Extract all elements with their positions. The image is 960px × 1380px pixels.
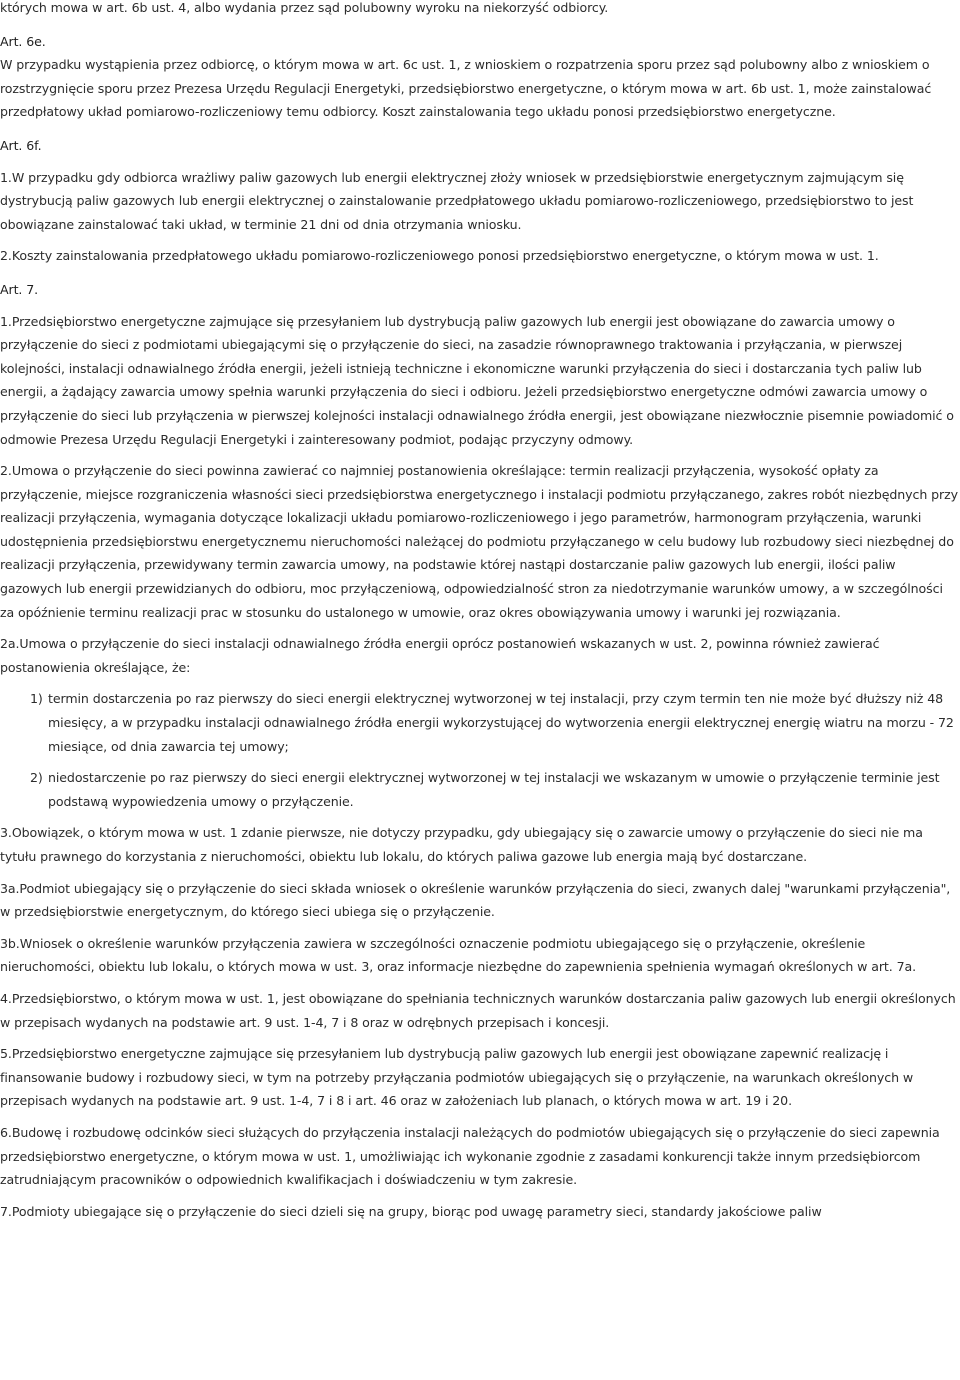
list-item-number: 2): [30, 770, 43, 786]
article-6f-par-2: 2.Koszty zainstalowania przedpłatowego układu pomiarowo-rozliczeniowego ponosi przedsiębiorstwo energetyczne, o którym mowa w ust. 1.: [0, 248, 879, 264]
list-item: [30, 766, 958, 813]
article-6f-par-1: 1.W przypadku gdy odbiorca wrażliwy paliw gazowych lub energii elektrycznej złoży wniosek w przedsiębiorstwie energetycznym zajmującym się dystrybucją paliw gazowych lub energii elektrycznej o zainstalowanie przedpłatowego układu pomiarowo-rozliczeniowego, przedsiębiorstwo to jest obowiązane zainstalować taki układ, w terminie 21 dni od dnia otrzymania wniosku.: [0, 169, 914, 232]
article-7-par-3a: 3a.Podmiot ubiegający się o przyłączenie do sieci składa wniosek o określenie warunków przyłączenia do sieci, zwanych dalej "warunkami przyłączenia", w przedsiębiorstwie energetycznym, do którego sieci ubiega się o przyłączenie.: [0, 880, 951, 920]
article-7-par-6: 6.Budowę i rozbudowę odcinków sieci służących do przyłączenia instalacji należących do podmiotów ubiegających się o przyłączenie do sieci zapewnia przedsiębiorstwo energetyczne, o którym mowa w ust. 1, umożliwiając ich wykonanie zgodnie z zasadami konkurencji także innym przedsiębiorcom zatrudniającym pracowników o odpowiednich kwalifikacjach i doświadczeniu w tym zakresie.: [0, 1124, 940, 1188]
article-7-par-3b: 3b.Wniosek o określenie warunków przyłączenia zawiera w szczególności oznaczenie podmiotu ubiegającego się o przyłączenie, określenie nieruchomości, obiektu lub lokalu, o których mowa w ust. 3, oraz informacje niezbędne do zapewnienia spełnienia wymagań określonych w art. 7a.: [0, 935, 917, 975]
article-6e-heading: Art. 6e.: [0, 33, 46, 49]
list-item-text: termin dostarczenia po raz pierwszy do sieci energii elektrycznej wytworzonej w tej instalacji, przy czym termin ten nie może być dłuższy niż 48 miesięcy, a w przypadku instalacji odnawialnego źródła energii wykorzystującej do wytworzenia energii elektrycznej energię wiatru na morzu - 72 miesiące, od dnia zawarcia tej umowy;: [48, 691, 954, 754]
article-7-par-5: 5.Przedsiębiorstwo energetyczne zajmujące się przesyłaniem lub dystrybucją paliw gazowych lub energii jest obowiązane zapewnić realizację i finansowanie budowy i rozbudowy sieci, w tym na potrzeby przyłączania podmiotów ubiegających się o przyłączenie, na warunkach określonych w przepisach wydanych na podstawie art. 9 ust. 1-4, 7 i 8 i art. 46 oraz w założeniach lub planach, o których mowa w art. 19 i 20.: [0, 1046, 914, 1109]
article-7-par-2a: 2a.Umowa o przyłączenie do sieci instalacji odnawialnego źródła energii oprócz postanowień wskazanych w ust. 2, powinna również zawierać postanowienia określające, że:: [0, 636, 880, 675]
article-7-heading: Art. 7.: [0, 281, 39, 297]
article-7-par-2: 2.Umowa o przyłączenie do sieci powinna zawierać co najmniej postanowienia określające: termin realizacji przyłączenia, wysokość opłaty za przyłączenie, miejsce rozgraniczenia własności sieci przedsiębiorstwa energetycznego i instalacji podmiotu przyłączanego, zakres robót niezbędnych przy realizacji przyłączenia, wymagania dotyczące lokalizacji układu pomiarowo-rozliczeniowego i jego parametrów, harmonogram przyłączenia, warunki udostępnienia przedsiębiorstwu energetycznemu nieruchomości należącej do podmiotu przyłączanego w celu budowy lub rozbudowy sieci niezbędnej do realizacji przyłączenia, przewidywany termin zawarcia umowy, na podstawie której nastąpi dostarczanie paliw gazowych lub energii, ilości paliw gazowych lub energii przewidzianych do odbioru, moc przyłączeniową, odpowiedzialność stron za niedotrzymanie warunków umowy, a w szczególności za opóźnienie terminu realizacji prac w stosunku do ustalonego w umowie, oraz okres obowiązywania umowy i warunki jej rozwiązania.: [0, 463, 958, 620]
list-item-number: 1): [30, 691, 43, 707]
article-6f-heading: Art. 6f.: [0, 137, 42, 153]
article-7-par-1: 1.Przedsiębiorstwo energetyczne zajmujące się przesyłaniem lub dystrybucją paliw gazowych lub energii jest obowiązane do zawarcia umowy o przyłączenie do sieci z podmiotami ubiegającymi się o przyłączenie do sieci, na zasadzie równoprawnego traktowania i przyłączania, w pierwszej kolejności, instalacji odnawialnego źródła energii, jeżeli istnieją techniczne i ekonomiczne warunki przyłączenia do sieci i dostarczania tych paliw lub energii, a żądający zawarcia umowy spełnia warunki przyłączenia do sieci i odbioru. Jeżeli przedsiębiorstwo energetyczne odmówi zawarcia umowy o przyłączenie do sieci lub przyłączenia w pierwszej kolejności instalacji odnawialnego źródła energii, jest obowiązane niezwłocznie pisemnie powiadomić o odmowie Prezesa Urzędu Regulacji Energetyki i zainteresowany podmiot, podając przyczyny odmowy.: [0, 313, 954, 447]
list-item: [30, 687, 958, 758]
paragraph-art6d-tail: których mowa w art. 6b ust. 4, albo wydania przez sąd polubowny wyroku na niekorzyść odbiorcy.: [0, 0, 609, 15]
article-6e-text: W przypadku wystąpienia przez odbiorcę, o którym mowa w art. 6c ust. 1, z wnioskiem o rozpatrzenia sporu przez sąd polubowny albo z wnioskiem o rozstrzygnięcie sporu przez Prezesa Urzędu Regulacji Energetyki, przedsiębiorstwo energetyczne, o którym mowa w art. 6b ust. 1, może zainstalować przedpłatowy układ pomiarowo-rozliczeniowy temu odbiorcy. Koszt zainstalowania tego układu ponosi przedsiębiorstwo energetyczne.: [0, 57, 932, 120]
article-7-par-7: 7.Podmioty ubiegające się o przyłączenie do sieci dzieli się na grupy, biorąc pod uwagę parametry sieci, standardy jakościowe paliw: [0, 1203, 822, 1219]
article-7-par-4: 4.Przedsiębiorstwo, o którym mowa w ust. 1, jest obowiązane do spełniania technicznych warunków dostarczania paliw gazowych lub energii określonych w przepisach wydanych na podstawie art. 9 ust. 1-4, 7 i 8 oraz w odrębnych przepisach i koncesji.: [0, 990, 956, 1030]
article-7-par-3: 3.Obowiązek, o którym mowa w ust. 1 zdanie pierwsze, nie dotyczy przypadku, gdy ubiegający się o zawarcie umowy o przyłączenie do sieci nie ma tytułu prawnego do korzystania z nieruchomości, obiektu lub lokalu, do których paliwa gazowe lub energia mają być dostarczane.: [0, 825, 923, 864]
list-item-text: niedostarczenie po raz pierwszy do sieci energii elektrycznej wytworzonej w tej instalacji we wskazanym w umowie o przyłączenie terminie jest podstawą wypowiedzenia umowy o przyłączenie.: [48, 770, 940, 809]
